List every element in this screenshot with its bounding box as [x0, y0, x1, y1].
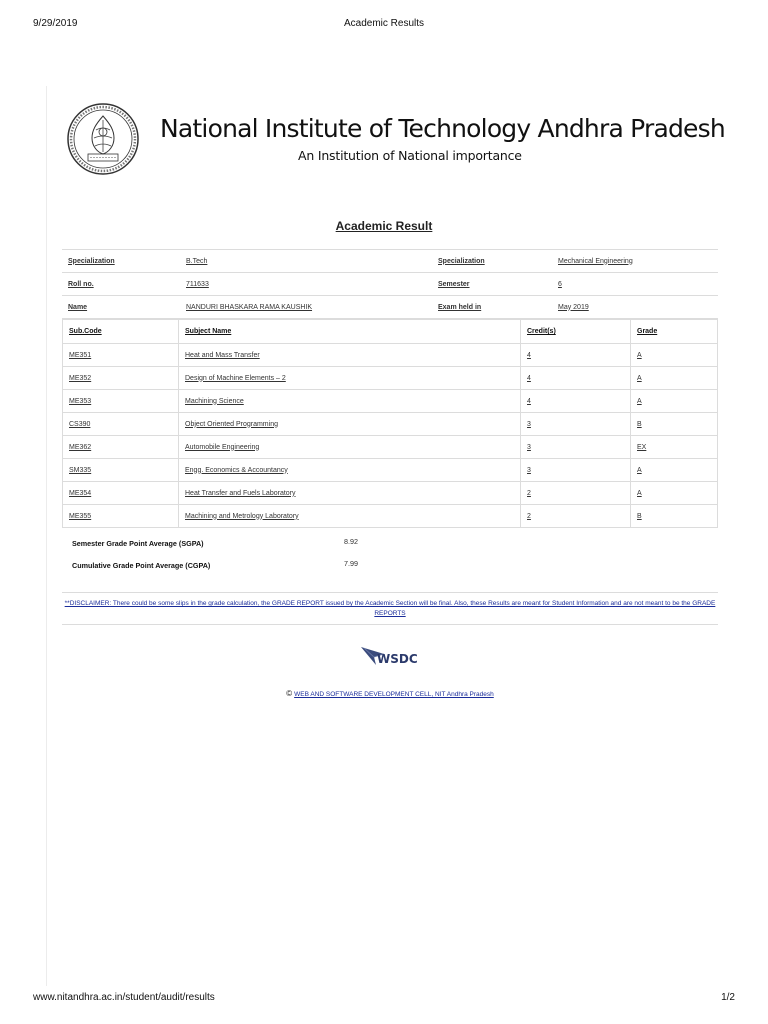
subject-code: CS390: [63, 413, 179, 436]
subject-code: ME353: [63, 390, 179, 413]
marks-header-row: [63, 320, 718, 344]
info-value: 6: [552, 273, 718, 296]
subject-credits: 3: [521, 459, 631, 482]
institute-subtitle: An Institution of National importance: [298, 148, 522, 163]
subject-grade: B: [631, 505, 718, 528]
info-row: [62, 296, 718, 319]
subject-name: Automobile Engineering: [179, 436, 521, 459]
table-row: [63, 344, 718, 367]
disclaimer-text: **DISCLAIMER: There could be some slips in the grade calculation, the GRADE REPORT issued by the Academic Section will be final. Also, these Results are meant for Student Information and are not meant to be the GRADE REPORTS: [64, 600, 716, 617]
student-info-table: [62, 249, 718, 319]
subject-name: Machining and Metrology Laboratory: [179, 505, 521, 528]
subject-code: ME355: [63, 505, 179, 528]
info-value: B.Tech: [180, 250, 432, 273]
table-row: [63, 390, 718, 413]
info-value: Mechanical Engineering: [552, 250, 718, 273]
wsdc-logo-text: WSDC: [377, 652, 418, 666]
column-header: Subject Name: [179, 320, 521, 344]
institute-banner: [60, 100, 725, 182]
page-title: Academic Result: [335, 219, 433, 233]
subject-name: Design of Machine Elements – 2: [179, 367, 521, 390]
column-header: Grade: [631, 320, 718, 344]
print-date: 9/29/2019: [33, 18, 78, 29]
subject-grade: A: [631, 459, 718, 482]
subject-credits: 3: [521, 413, 631, 436]
wsdc-logo: [360, 644, 424, 668]
divider: [62, 624, 718, 625]
print-page-number: 1/2: [721, 992, 735, 1003]
subject-code: ME351: [63, 344, 179, 367]
subject-code: ME362: [63, 436, 179, 459]
sgpa-label: Semester Grade Point Average (SGPA): [72, 539, 204, 548]
table-row: [63, 505, 718, 528]
subject-code: ME354: [63, 482, 179, 505]
subject-grade: A: [631, 344, 718, 367]
credit-link[interactable]: [0, 689, 768, 698]
subject-credits: 4: [521, 344, 631, 367]
subject-grade: EX: [631, 436, 718, 459]
info-label: Roll no.: [62, 273, 180, 296]
marks-table: [62, 319, 718, 528]
subject-name: Heat and Mass Transfer: [179, 344, 521, 367]
cgpa-row: [72, 559, 358, 570]
info-label: Exam held in: [432, 296, 552, 319]
subject-name: Engg. Economics & Accountancy: [179, 459, 521, 482]
subject-grade: A: [631, 482, 718, 505]
sgpa-row: [72, 537, 358, 548]
info-label: Name: [62, 296, 180, 319]
info-label: Specialization: [432, 250, 552, 273]
subject-grade: A: [631, 390, 718, 413]
cgpa-label: Cumulative Grade Point Average (CGPA): [72, 561, 211, 570]
print-footer: [0, 992, 768, 1006]
info-label: Semester: [432, 273, 552, 296]
info-value: NANDURI BHASKARA RAMA KAUSHIK: [180, 296, 432, 319]
subject-credits: 4: [521, 390, 631, 413]
print-title: Academic Results: [343, 18, 425, 29]
info-value: 711633: [180, 273, 432, 296]
cgpa-value: 7.99: [344, 559, 358, 568]
copyright-icon: ©: [286, 689, 293, 698]
subject-credits: 4: [521, 367, 631, 390]
subject-grade: B: [631, 413, 718, 436]
subject-name: Machining Science: [179, 390, 521, 413]
table-row: [63, 459, 718, 482]
table-row: [63, 482, 718, 505]
institute-name: National Institute of Technology Andhra Pradesh: [160, 114, 725, 143]
table-row: [63, 436, 718, 459]
print-header: [0, 18, 768, 32]
sgpa-value: 8.92: [344, 537, 358, 546]
subject-credits: 3: [521, 436, 631, 459]
table-row: [63, 413, 718, 436]
table-row: [63, 367, 718, 390]
info-row: [62, 273, 718, 296]
subject-code: SM335: [63, 459, 179, 482]
institute-seal-icon: [66, 102, 140, 176]
subject-grade: A: [631, 367, 718, 390]
subject-code: ME352: [63, 367, 179, 390]
column-header: Credit(s): [521, 320, 631, 344]
column-header: Sub.Code: [63, 320, 179, 344]
subject-name: Heat Transfer and Fuels Laboratory: [179, 482, 521, 505]
subject-credits: 2: [521, 505, 631, 528]
subject-credits: 2: [521, 482, 631, 505]
info-row: [62, 250, 718, 273]
info-value: May 2019: [552, 296, 718, 319]
credit-text: WEB AND SOFTWARE DEVELOPMENT CELL, NIT Andhra Pradesh: [294, 691, 494, 698]
divider: [62, 592, 718, 593]
print-url: www.nitandhra.ac.in/student/audit/results: [33, 992, 215, 1003]
subject-name: Object Oriented Programming: [179, 413, 521, 436]
info-label: Specialization: [62, 250, 180, 273]
